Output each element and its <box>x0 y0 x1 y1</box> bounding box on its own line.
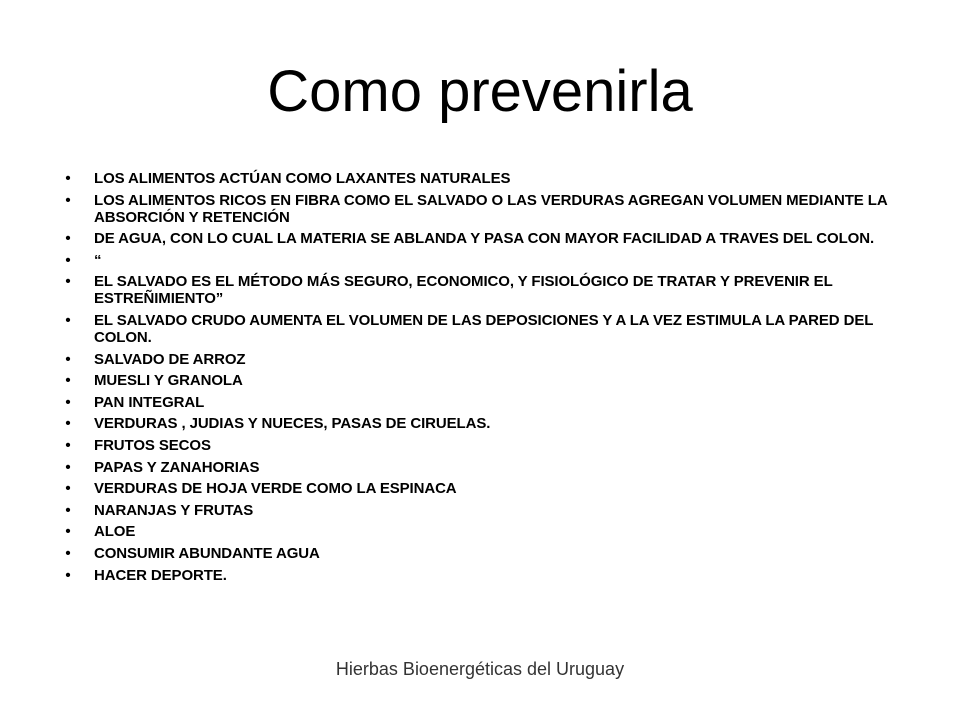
bullet-item <box>62 502 922 519</box>
bullet-item <box>62 312 922 346</box>
bullet-item <box>62 459 922 476</box>
bullet-dot-icon: • <box>65 170 71 187</box>
bullet-text: EL SALVADO ES EL MÉTODO MÁS SEGURO, ECONOMICO, Y FISIOLÓGICO DE TRATAR Y PREVENIR EL ESTREÑIMIENTO” <box>94 273 833 308</box>
bullet-item <box>62 192 922 226</box>
bullet-item <box>62 480 922 497</box>
slide-title: Como prevenirla <box>267 59 693 124</box>
bullet-text: HACER DEPORTE. <box>94 566 227 584</box>
bullet-dot-icon: • <box>65 311 71 329</box>
bullet-dot-icon: • <box>65 458 71 476</box>
bullet-item <box>62 170 922 187</box>
bullet-dot-icon: • <box>65 523 71 541</box>
bullet-text: LOS ALIMENTOS RICOS EN FIBRA COMO EL SALVADO O LAS VERDURAS AGREGAN VOLUMEN MEDIANTE LA ABSORCIÓN Y RETENCIÓN <box>94 191 887 226</box>
bullet-item <box>62 545 922 562</box>
bullet-list <box>62 170 922 588</box>
bullet-text: CONSUMIR ABUNDANTE AGUA <box>94 544 320 562</box>
bullet-text: FRUTOS SECOS <box>94 436 211 454</box>
bullet-dot-icon: • <box>65 393 71 411</box>
bullet-item <box>62 523 922 540</box>
bullet-text: VERDURAS DE HOJA VERDE COMO LA ESPINACA <box>94 480 457 498</box>
bullet-item <box>62 394 922 411</box>
bullet-dot-icon: • <box>65 544 71 562</box>
bullet-dot-icon: • <box>65 191 71 209</box>
bullet-dot-icon: • <box>65 436 71 454</box>
bullet-dot-icon: • <box>65 501 71 519</box>
bullet-item <box>62 252 922 269</box>
bullet-item <box>62 273 922 307</box>
bullet-dot-icon: • <box>65 566 71 584</box>
bullet-item <box>62 351 922 368</box>
bullet-dot-icon: • <box>65 230 71 248</box>
bullet-text: ALOE <box>94 523 136 541</box>
bullet-text: “ <box>94 251 102 269</box>
bullet-dot-icon: • <box>65 251 71 269</box>
bullet-item <box>62 415 922 432</box>
bullet-text: VERDURAS , JUDIAS Y NUECES, PASAS DE CIRUELAS. <box>94 415 491 433</box>
bullet-dot-icon: • <box>65 273 71 291</box>
bullet-text: MUESLI Y GRANOLA <box>94 372 243 390</box>
bullet-text: EL SALVADO CRUDO AUMENTA EL VOLUMEN DE LAS DEPOSICIONES Y A LA VEZ ESTIMULA LA PARED DEL COLON. <box>94 311 874 346</box>
bullet-dot-icon: • <box>65 372 71 390</box>
bullet-text: PAN INTEGRAL <box>94 393 205 411</box>
bullet-text: NARANJAS Y FRUTAS <box>94 501 254 519</box>
bullet-item <box>62 437 922 454</box>
bullet-dot-icon: • <box>65 415 71 433</box>
bullet-item <box>62 372 922 389</box>
bullet-text: LOS ALIMENTOS ACTÚAN COMO LAXANTES NATURALES <box>94 170 511 187</box>
slide-footer: Hierbas Bioenergéticas del Uruguay <box>335 659 625 679</box>
bullet-dot-icon: • <box>65 480 71 498</box>
bullet-item <box>62 230 922 247</box>
bullet-text: SALVADO DE ARROZ <box>94 350 246 368</box>
bullet-text: PAPAS Y ZANAHORIAS <box>94 458 260 476</box>
bullet-dot-icon: • <box>65 350 71 368</box>
bullet-text: DE AGUA, CON LO CUAL LA MATERIA SE ABLANDA Y PASA CON MAYOR FACILIDAD A TRAVES DEL COLON. <box>94 230 875 248</box>
bullet-item <box>62 567 922 584</box>
